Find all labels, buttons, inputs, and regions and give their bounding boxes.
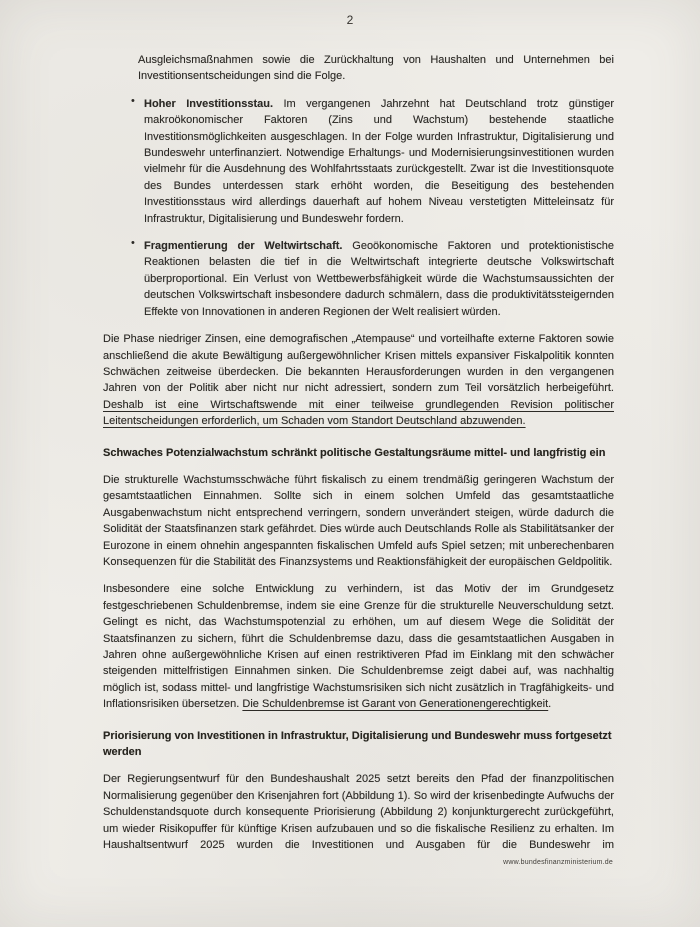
bullet-item-weltwirtschaft [103, 238, 614, 320]
bullet-paragraph [144, 238, 614, 320]
section-heading-priorisierung: Priorisierung von Investitionen in Infrastruktur, Digitalisierung und Bundeswehr muss fortgesetzt werden [103, 729, 612, 759]
bullet-list [103, 96, 614, 320]
bullet-marker: • [131, 94, 135, 107]
page-number: 2 [346, 13, 354, 27]
underlined-sentence-wirtschaftswende: Deshalb ist eine Wirtschaftswende mit einer teilweise grundlegenden Revision politischer Leitentscheidungen erforderlich, um Schaden vom Standort Deutschland abzuwenden. [103, 398, 614, 428]
bullet-text: Geoökonomische Faktoren und protektionistische Reaktionen belasten die tief in die Weltwirtschaft integrierte deutsche Volkswirtschaft überproportional. Ein Verlust von Wettbewerbsfähigkeit würde die Wachstumsaussichten der deutschen Volkswirtschaft insbesondere dadurch schmälern, dass die produktivitätssteigernden Effekte von Innovationen in anderen Regionen der Welt realisiert würden. [144, 240, 614, 318]
bullet-title: Fragmentierung der Weltwirtschaft. [144, 240, 343, 253]
bullet-marker: • [131, 237, 135, 250]
paragraph-wirtschaftswende [103, 331, 614, 429]
paragraph-wachstumsschwaeche: Die strukturelle Wachstumsschwäche führt fiskalisch zu einem trendmäßig geringeren Wachstum der gesamtstaatlichen Einnahmen. Sollte sich in einem solchen Umfeld das gesamtstaatliche Ausgabenwachstum nicht entsprechend verringern, sondern unverändert steigen, würde dadurch die Solidität der Staatsfinanzen stark gefährdet. Dies würde auch Deutschlands Rolle als Stabilitätsanker der Eurozone in einem ohnehin angespannten fiskalischen Umfeld aufs Spiel setzen; mit unberechenbaren Konsequenzen für die Stabilität des Finanzsystems und Reaktionsfähigkeit der europäischen Geldpolitik. [103, 473, 614, 568]
paragraph-schuldenbremse [103, 581, 614, 712]
bullet-title: Hoher Investitionsstau. [144, 97, 274, 110]
section-heading-potenzialwachstum: Schwaches Potenzialwachstum schränkt politische Gestaltungsräume mittel- und langfristig ein [103, 446, 606, 459]
sentence-period: . [548, 698, 552, 711]
paragraph-intro: Ausgleichsmaßnahmen sowie die Zurückhaltung von Haushalten und Unternehmen bei Investitionsentscheidungen sind die Folge. [138, 54, 614, 83]
paragraph-text: Die Phase niedriger Zinsen, eine demografischen „Atempause“ und vorteilhafte externe Faktoren sowie anschließend die akute Bewältigung außergewöhnlicher Krisen mittels expansiver Fiskalpolitik konnten Schwächen zeitweise überdecken. Die bekannten Herausforderungen wurden in den vergangenen Jahren von der Politik aber nicht nur nicht adressiert, sondern zum Teil vorsätzlich herbeigeführt. [103, 333, 614, 395]
footer-url: www.bundesfinanzministerium.de [503, 859, 613, 866]
bullet-item-investitionsstau [103, 96, 614, 227]
paragraph-text: Insbesondere eine solche Entwicklung zu verhindern, ist das Motiv der im Grundgesetz festgeschriebenen Schuldenbremse, indem sie eine Grenze für die strukturelle Neuverschuldung setzt. Gelingt es nicht, das Wachstumspotenzial zu erhöhen, um auf diesem Wege die Solidität der Staatsfinanzen zu sichern, führt die Schuldenbremse dazu, dass die gesamtstaatlichen Ausgaben in Jahren ohne außergewöhnliche Krisen auf einen restriktiveren Pfad im Einklang mit den schwächer steigenden mittelfristigen Einnahmen sinken. Die Schuldenbremse zeigt dabei auf, was nachhaltig möglich ist, sodass mittel- und langfristige Wachstumsrisiken sich nicht zusätzlich in Tragfähigkeits- und Inflationsrisiken übersetzen. [103, 583, 614, 711]
underlined-sentence-generationengerechtigkeit: Die Schuldenbremse ist Garant von Generationengerechtigkeit [242, 698, 549, 711]
paragraph-bundeshaushalt-2025: Der Regierungsentwurf für den Bundeshaushalt 2025 setzt bereits den Pfad der finanzpolitischen Normalisierung gegenüber den Krisenjahren fort (Abbildung 1). So wird der krisenbedingte Aufwuchs der Schuldenstandsquote durch konsequente Priorisierung (Abbildung 2) konjunkturgerecht zurückgeführt, um wieder Risikopuffer für künftige Krisen aufzubauen und so die fiskalische Resilienz zu erhalten. Im Haushaltsentwurf 2025 wurden die Investitionen und Ausgaben für die Bundeswehr im [103, 773, 614, 852]
page-content [103, 52, 614, 864]
bullet-text: Im vergangenen Jahrzehnt hat Deutschland trotz günstiger makroökonomischer Faktoren (Zins und Wachstum) bestehende staatliche Investitionsmöglichkeiten ausgeschlagen. In der Folge wurden Infrastruktur, Digitalisierung und Bundeswehr unterfinanziert. Notwendige Erhaltungs- und Modernisierungsinvestitionen wurden vielmehr für die Ausdehnung des Wohlfahrtsstaats zurückgestellt. Zwar ist die Investitionsquote des Bundes unterdessen stark erhöht worden, die Beseitigung des bestehenden Investitionsstaus wird allerdings dauerhaft auf hohem Niveau verstetigten Mitteleinsatz für Infrastruktur, Digitalisierung und Bundeswehr fordern. [144, 97, 614, 225]
bullet-paragraph [144, 96, 614, 227]
